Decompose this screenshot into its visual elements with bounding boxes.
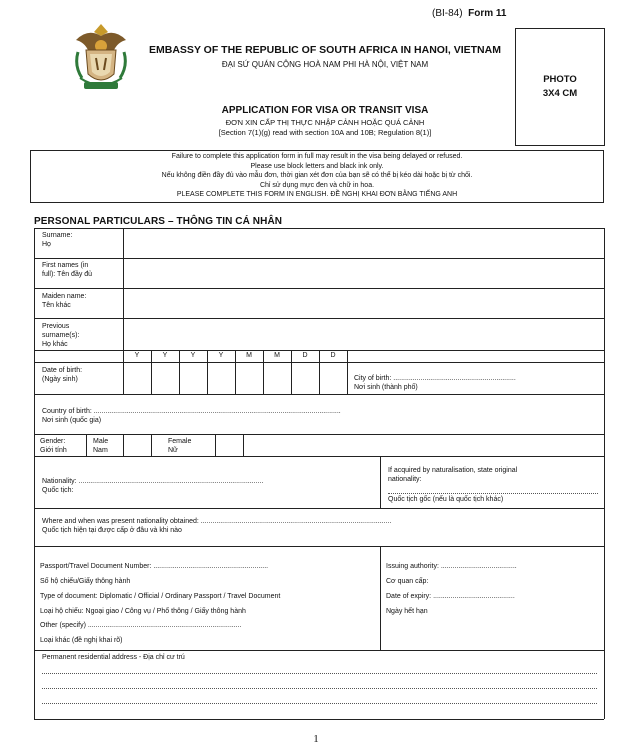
original-nationality-label: If acquired by naturalisation, state original nationality:: [388, 467, 518, 483]
address-line-3[interactable]: [42, 703, 597, 704]
notice-line: Chỉ sử dụng mực đen và chữ in hoa.: [259, 181, 375, 189]
date-col-label: Y: [134, 352, 140, 359]
surname-label: Surname: Họ: [42, 232, 73, 248]
photo-size: 3X4 CM: [542, 88, 578, 99]
other-document-vn-label: Loại khác (đề nghị khai rõ): [40, 637, 123, 644]
nationality-label: Nationality: ............................................................................................... Quốc tịch:: [42, 478, 264, 494]
notice-line: PLEASE COMPLETE THIS FORM IN ENGLISH. ĐỀ NGHỊ KHAI ĐƠN BẰNG TIẾNG ANH: [176, 191, 458, 199]
passport-number-input[interactable]: [184, 561, 374, 571]
city-of-birth-label: City of birth: ............................................................... Nơi sinh (thành phố): [354, 375, 516, 391]
female-checkbox[interactable]: [216, 435, 243, 456]
issuing-authority-vn-label: Cơ quan cấp:: [386, 578, 429, 585]
country-of-birth-label: Country of birth: ............................................................................................................................... Nơi sinh (quốc gia): [42, 408, 341, 424]
male-label: Male Nam: [93, 438, 109, 454]
dob-label: Date of birth: (Ngày sinh): [42, 367, 83, 383]
nationality-input[interactable]: [90, 476, 375, 486]
present-nationality-input[interactable]: [245, 516, 595, 526]
date-col-label: M: [274, 352, 280, 359]
expiry-date-input[interactable]: [446, 591, 596, 601]
passport-number-label: Passport/Travel Document Number: ...........................................................: [40, 563, 269, 570]
application-title-vn: ĐƠN XIN CẤP THỊ THỰC NHẬP CẢNH HOẶC QUÁ CẢNH: [225, 118, 425, 127]
notice-box: [30, 150, 604, 203]
date-col-label: D: [302, 352, 308, 359]
notice-line: Please use block letters and black ink only.: [250, 162, 384, 170]
date-col-label: Y: [218, 352, 224, 359]
present-nationality-label: Where and when was present nationality obtained: .................................................................................................. Quốc tịch hiện tại được cấp ở đâu và khi nào: [42, 518, 392, 534]
address-line-1[interactable]: [42, 673, 597, 674]
first-names-input[interactable]: [124, 259, 603, 288]
coat-of-arms-icon: [70, 22, 132, 96]
maiden-name-label: Maiden name: Tên khác: [42, 293, 87, 309]
embassy-title: EMBASSY OF THE REPUBLIC OF SOUTH AFRICA IN HANOI, VIETNAM: [149, 44, 501, 56]
embassy-title-vn: ĐẠI SỨ QUÁN CỘNG HOÀ NAM PHI HÀ NỘI, VIỆT NAM: [221, 60, 429, 69]
other-document-input[interactable]: [100, 620, 370, 630]
passport-number-vn-label: Số hộ chiếu/Giấy thông hành: [40, 578, 131, 585]
gender-label: Gender: Giới tính: [40, 438, 67, 454]
male-checkbox[interactable]: [124, 435, 151, 456]
date-col-label: M: [246, 352, 252, 359]
previous-surnames-label: Previous surname(s): Họ khác: [42, 323, 80, 348]
section-reference: [Section 7(1)(g) read with section 10A and 10B; Regulation 8(1)]: [218, 128, 432, 137]
photo-label: PHOTO: [543, 74, 577, 85]
country-of-birth-input[interactable]: [112, 405, 552, 415]
address-line-2[interactable]: [42, 688, 597, 689]
photo-box: [515, 28, 605, 146]
expiry-date-label: Date of expiry: ..........................................: [386, 593, 515, 600]
surname-input[interactable]: [124, 229, 603, 258]
application-title: APPLICATION FOR VISA OR TRANSIT VISA: [221, 105, 429, 116]
issuing-authority-label: Issuing authority: .......................................: [386, 563, 517, 570]
address-label: Permanent residential address - Địa chỉ cư trú: [42, 654, 185, 661]
maiden-name-input[interactable]: [124, 289, 603, 318]
original-nationality-input[interactable]: [388, 493, 598, 494]
notice-line: Failure to complete this application form in full may result in the visa being delayed or refused.: [171, 153, 463, 160]
date-col-label: D: [330, 352, 336, 359]
issuing-authority-input[interactable]: [456, 561, 596, 571]
dob-input[interactable]: [124, 363, 347, 394]
date-col-label: Y: [190, 352, 196, 359]
previous-surnames-input[interactable]: [124, 319, 603, 350]
section-title: PERSONAL PARTICULARS – THÔNG TIN CÁ NHÂN: [34, 216, 283, 227]
expiry-date-vn-label: Ngày hết hạn: [386, 608, 428, 615]
original-nationality-vn-label: Quốc tịch gốc (nếu là quốc tịch khác): [388, 496, 504, 503]
document-type-vn-label: Loại hộ chiếu: Ngoại giao / Công vụ / Phổ thông / Giấy thông hành: [40, 608, 246, 615]
notice-line: Nếu không điền đầy đủ vào mẫu đơn, thời gian xét đơn của bạn sẽ có thể bị kéo dài hoặc bị từ chối.: [161, 172, 473, 180]
other-document-label: Other (specify) ...............................................................................: [40, 622, 242, 629]
date-col-label: Y: [162, 352, 168, 359]
form-number: (BI-84) Form 11: [432, 8, 507, 19]
document-type-label: Type of document: Diplomatic / Official / Ordinary Passport / Travel Document: [40, 593, 281, 600]
first-names-label: First names (in full): Tên đầy đủ: [42, 262, 93, 278]
female-label: Female Nữ: [168, 438, 192, 454]
page-number: 1: [313, 733, 319, 745]
city-of-birth-input[interactable]: [400, 373, 600, 383]
